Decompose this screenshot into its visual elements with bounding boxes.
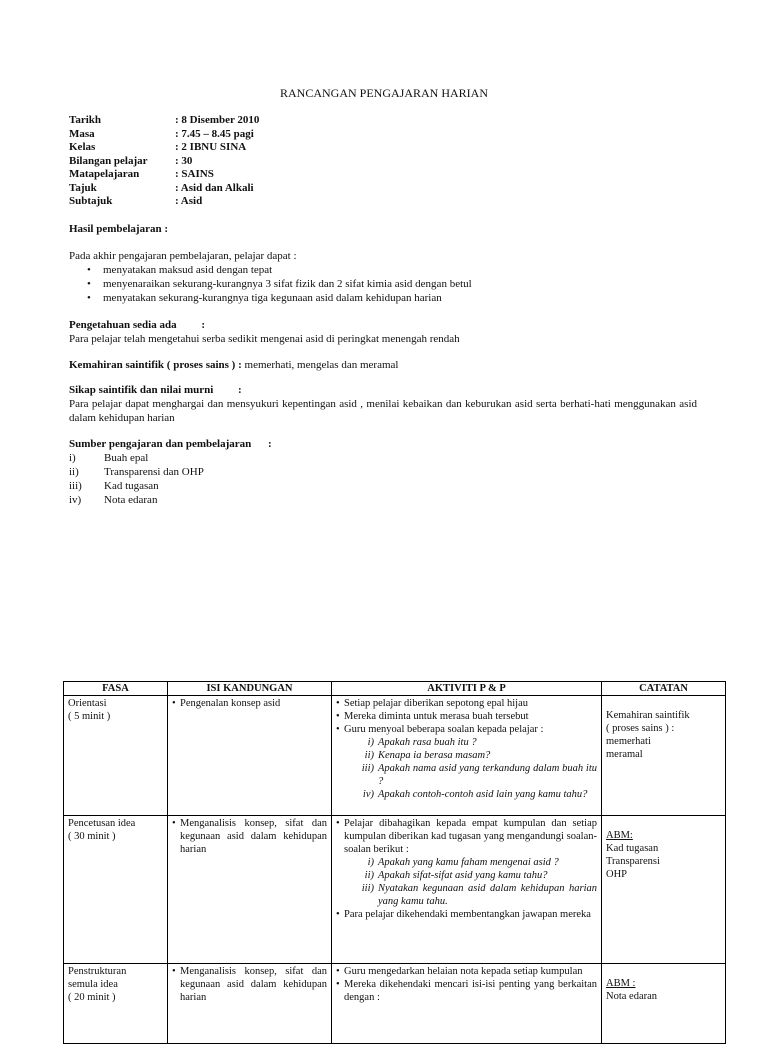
learning-outcomes-list bbox=[69, 263, 697, 305]
catatan-cell: Kemahiran saintifik ( proses sains ) : memerhati meramal bbox=[602, 696, 726, 816]
list-item: • Menganalisis konsep, sifat dan kegunaan asid dalam kehidupan harian bbox=[172, 965, 327, 1004]
meta-label: Bilangan pelajar bbox=[69, 154, 148, 167]
list-item: • menyenaraikan sekurang-kurangnya 3 sifat fizik dan 2 sifat kimia asid dengan betul bbox=[69, 277, 697, 291]
catatan-title: ABM: bbox=[606, 830, 633, 841]
prior-knowledge-section bbox=[69, 318, 697, 346]
attitude-values-section bbox=[69, 383, 697, 425]
fasa-cell: Orientasi ( 5 minit ) bbox=[64, 696, 168, 816]
meta-value: : Asid bbox=[175, 195, 203, 207]
question-item: iv) Apakah contoh-contoh asid lain yang kamu tahu? bbox=[362, 789, 588, 800]
fasa-cell: Pencetusan idea ( 30 minit ) bbox=[64, 816, 168, 964]
aktiviti-cell bbox=[332, 816, 602, 964]
meta-row-subject bbox=[69, 167, 259, 181]
meta-row-time bbox=[69, 127, 259, 141]
meta-label: Subtajuk bbox=[69, 195, 113, 207]
column-header: AKTIVITI P & P bbox=[332, 682, 602, 696]
isi-cell bbox=[168, 964, 332, 1044]
isi-cell bbox=[168, 816, 332, 964]
meta-value: : SAINS bbox=[175, 168, 214, 180]
aktiviti-cell bbox=[332, 964, 602, 1044]
meta-value: : 2 IBNU SINA bbox=[175, 141, 247, 153]
learning-outcomes-heading: Hasil pembelajaran : bbox=[69, 223, 168, 235]
meta-row-topic bbox=[69, 181, 259, 195]
question-item: iii) Nyatakan kegunaan asid dalam kehidupan harian yang kamu tahu. bbox=[361, 883, 597, 907]
question-item: ii) Kenapa ia berasa masam? bbox=[364, 750, 491, 761]
meta-value: : 8 Disember 2010 bbox=[175, 114, 260, 126]
resource-item: ii) Transparensi dan OHP bbox=[69, 466, 204, 478]
meta-info bbox=[69, 113, 259, 208]
heading-colon: : bbox=[267, 438, 272, 450]
meta-label: Masa bbox=[69, 127, 95, 140]
page-title: RANCANGAN PENGAJARAN HARIAN bbox=[279, 86, 488, 100]
attitude-values-heading: Sikap saintifik dan nilai murni bbox=[69, 384, 214, 396]
question-item: i) Apakah rasa buah itu ? bbox=[367, 737, 477, 748]
list-item: • Menganalisis konsep, sifat dan kegunaan asid dalam kehidupan harian bbox=[172, 817, 327, 856]
attitude-values-text: Para pelajar dapat menghargai dan mensyukuri kepentingan asid , menilai kebaikan dan keburukan asid serta berhati-hati menggunakan asid dalam kehidupan harian bbox=[69, 398, 697, 424]
list-item: • Guru mengedarkan helaian nota kepada setiap kumpulan bbox=[336, 965, 597, 978]
question-list bbox=[344, 736, 597, 801]
list-item: • Mereka diminta untuk merasa buah tersebut bbox=[336, 710, 597, 723]
meta-label: Tajuk bbox=[69, 181, 97, 194]
list-item: • menyatakan sekurang-kurangnya tiga kegunaan asid dalam kehidupan harian bbox=[69, 291, 697, 305]
question-item: ii) Apakah sifat-sifat asid yang kamu tahu? bbox=[364, 870, 548, 881]
question-list bbox=[344, 856, 597, 908]
resources-section bbox=[69, 437, 697, 507]
meta-value: : 30 bbox=[175, 154, 193, 167]
column-header: CATATAN bbox=[602, 682, 726, 696]
meta-row-date bbox=[69, 113, 259, 127]
table-row bbox=[64, 696, 726, 816]
resource-item: i) Buah epal bbox=[69, 452, 149, 464]
scientific-skills-section bbox=[69, 358, 697, 372]
lesson-activity-table bbox=[63, 681, 726, 1044]
resources-heading: Sumber pengajaran dan pembelajaran bbox=[69, 438, 252, 450]
list-item: • Para pelajar dikehendaki membentangkan jawapan mereka bbox=[336, 908, 597, 921]
learning-outcomes-section bbox=[69, 249, 697, 305]
list-item: • menyatakan maksud asid dengan tepat bbox=[69, 263, 697, 277]
list-item: • Pengenalan konsep asid bbox=[172, 697, 327, 710]
prior-knowledge-text: Para pelajar telah mengetahui serba sedikit mengenai asid di peringkat menengah rendah bbox=[69, 333, 460, 345]
list-item: • Pelajar dibahagikan kepada empat kumpulan dan setiap kumpulan diberikan kad tugasan yang mengandungi soalan-soalan berikut : i) Apakah yang kamu faham mengenai asid ? ii) Apakah sifat-sifat asid yang kamu tahu? iii) Nyatakan kegunaan asid dalam kehidupan harian yang kamu tahu. bbox=[336, 817, 597, 908]
resource-item: iv) Nota edaran bbox=[69, 494, 158, 506]
list-item: • Setiap pelajar diberikan sepotong epal hijau bbox=[336, 697, 597, 710]
column-header: ISI KANDUNGAN bbox=[168, 682, 332, 696]
meta-label: Tarikh bbox=[69, 114, 102, 126]
meta-value: : Asid dan Alkali bbox=[175, 181, 254, 194]
aktiviti-cell bbox=[332, 696, 602, 816]
learning-outcomes-intro: Pada akhir pengajaran pembelajaran, pelajar dapat : bbox=[69, 250, 297, 262]
meta-row-subtopic bbox=[69, 194, 259, 208]
meta-label: Matapelajaran bbox=[69, 168, 140, 180]
meta-value: : 7.45 – 8.45 pagi bbox=[175, 127, 254, 140]
scientific-skills-text: memerhati, mengelas dan meramal bbox=[241, 359, 399, 371]
column-header: FASA bbox=[64, 682, 168, 696]
question-item: iii) Apakah nama asid yang terkandung dalam buah itu ? bbox=[361, 763, 597, 787]
catatan-cell: ABM: Kad tugasan Transparensi OHP bbox=[602, 816, 726, 964]
meta-label: Kelas bbox=[69, 141, 96, 153]
catatan-cell: ABM : Nota edaran bbox=[602, 964, 726, 1044]
isi-cell bbox=[168, 696, 332, 816]
table-row bbox=[64, 816, 726, 964]
resource-item: iii) Kad tugasan bbox=[69, 480, 159, 492]
scientific-skills-heading: Kemahiran saintifik ( proses sains ) : bbox=[69, 359, 242, 371]
meta-row-student-count bbox=[69, 154, 259, 168]
catatan-title: ABM : bbox=[606, 978, 636, 989]
meta-row-class bbox=[69, 140, 259, 154]
heading-colon: : bbox=[201, 319, 205, 331]
fasa-cell: Penstrukturan semula idea ( 20 minit ) bbox=[64, 964, 168, 1044]
question-item: i) Apakah yang kamu faham mengenai asid ? bbox=[367, 857, 559, 868]
table-header-row bbox=[64, 682, 726, 696]
list-item: • Guru menyoal beberapa soalan kepada pelajar : i) Apakah rasa buah itu ? ii) Kenapa ia berasa masam? iii) Apakah nama asid yang terkandung dalam buah itu ? iv) Apakah contoh-contoh asid lain yang kamu tahu? bbox=[336, 723, 597, 801]
prior-knowledge-heading: Pengetahuan sedia ada bbox=[69, 319, 177, 331]
table-row bbox=[64, 964, 726, 1044]
list-item: • Mereka dikehendaki mencari isi-isi penting yang berkaitan dengan : bbox=[336, 978, 597, 1004]
heading-colon: : bbox=[238, 384, 242, 396]
